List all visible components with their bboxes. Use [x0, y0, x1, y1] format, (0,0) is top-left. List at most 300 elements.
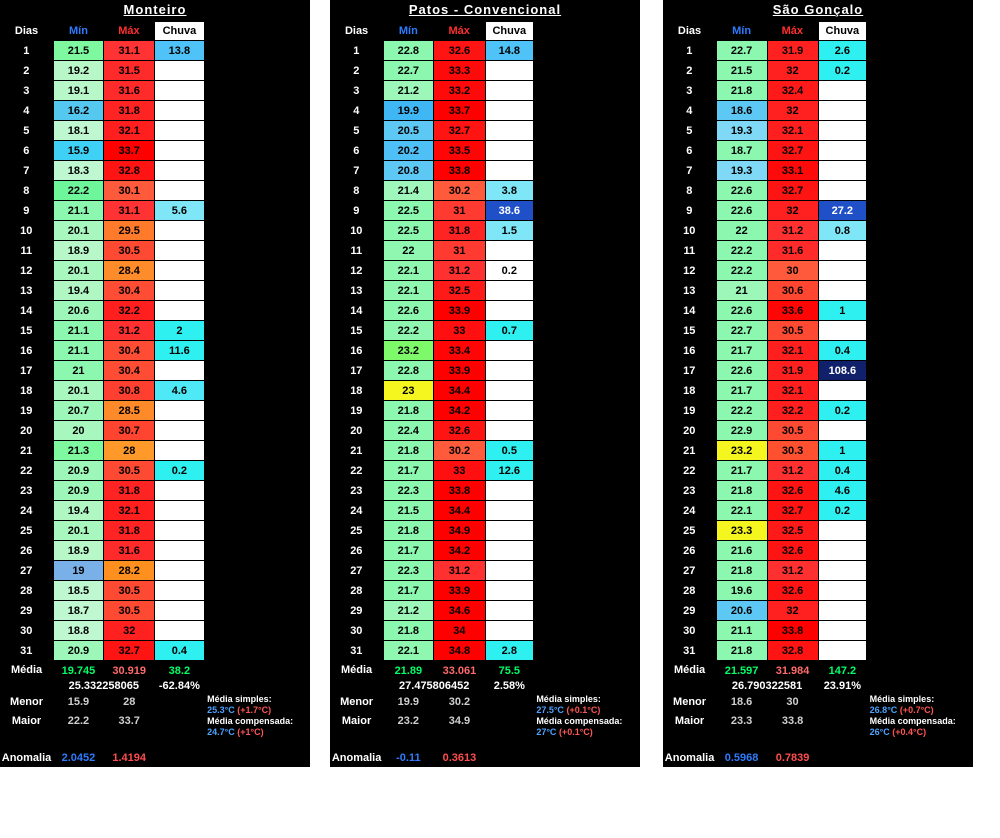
media-min: 19.745: [53, 661, 104, 681]
row-rain: 2.8: [485, 641, 533, 661]
header-dias: Dias: [0, 22, 53, 41]
row-day: 18: [330, 381, 383, 401]
spacer: [867, 201, 973, 221]
table-row: [663, 601, 973, 621]
spacer: [204, 261, 310, 281]
row-min: 20.7: [53, 401, 104, 421]
row-min: 20.9: [53, 461, 104, 481]
row-max: 33.7: [104, 141, 155, 161]
row-day: 13: [663, 281, 716, 301]
row-rain: [155, 481, 205, 501]
row-day: 26: [663, 541, 716, 561]
row-day: 9: [663, 201, 716, 221]
row-day: 26: [330, 541, 383, 561]
table-row: [0, 301, 310, 321]
table-row: [330, 521, 640, 541]
spacer: [818, 748, 867, 767]
spacer: [204, 441, 310, 461]
table-row: [663, 361, 973, 381]
table-row: [0, 361, 310, 381]
spacer: [204, 181, 310, 201]
row-max: 33.4: [434, 341, 486, 361]
row-min: 18.6: [716, 101, 767, 121]
row-day: 5: [330, 121, 383, 141]
spacer: [867, 661, 973, 681]
spacer: [204, 61, 310, 81]
spacer: [204, 221, 310, 241]
spacer: [485, 711, 533, 730]
row-rain: 0.5: [485, 441, 533, 461]
spacer: [867, 61, 973, 81]
table-row: [663, 281, 973, 301]
spacer: [867, 641, 973, 661]
row-rain: [485, 121, 533, 141]
header-dias: Dias: [330, 22, 383, 41]
table-row: [0, 481, 310, 501]
table-row: [663, 241, 973, 261]
table-row: [330, 381, 640, 401]
table-row: [663, 341, 973, 361]
header-min: Mín: [68, 24, 88, 37]
row-rain: 1.5: [485, 221, 533, 241]
row-max: 31: [434, 241, 486, 261]
table-row: [663, 261, 973, 281]
compensated-row: [0, 680, 310, 692]
row-min: 22.6: [716, 301, 767, 321]
spacer: [155, 711, 205, 730]
row-rain: [818, 601, 867, 621]
row-min: 23.2: [716, 441, 767, 461]
row-max: 33: [434, 461, 486, 481]
compensated-blank: [663, 680, 716, 692]
row-max: 33.5: [434, 141, 486, 161]
row-min: 20.8: [383, 161, 433, 181]
table-row: [0, 81, 310, 101]
menor-max: 28: [104, 692, 155, 711]
media-label: Média: [330, 661, 383, 681]
table-row: [663, 41, 973, 61]
row-min: 22.1: [383, 641, 433, 661]
row-min: 19: [53, 561, 104, 581]
spacer: [533, 201, 640, 221]
row-rain: [485, 81, 533, 101]
station-table: [0, 21, 310, 767]
row-max: 33.8: [434, 481, 486, 501]
row-day: 25: [663, 521, 716, 541]
spacer: [533, 541, 640, 561]
header-min: Mín: [398, 24, 418, 37]
spacer: [155, 748, 205, 767]
spacer: [867, 121, 973, 141]
row-min: 23.3: [716, 521, 767, 541]
row-day: 22: [330, 461, 383, 481]
row-max: 28: [104, 441, 155, 461]
spacer: [867, 301, 973, 321]
row-max: 32.1: [104, 501, 155, 521]
spacer: [533, 22, 640, 41]
station-table: [663, 21, 973, 767]
row-rain: [485, 401, 533, 421]
compensated-blank: [0, 680, 53, 692]
table-row: [0, 261, 310, 281]
row-rain: [818, 261, 867, 281]
row-max: 32.4: [767, 81, 818, 101]
row-max: 32.7: [767, 501, 818, 521]
row-min: 22.1: [716, 501, 767, 521]
row-rain: [485, 481, 533, 501]
anomalia-min: -0.11: [383, 748, 433, 767]
row-max: 30.5: [104, 461, 155, 481]
row-rain: [155, 541, 205, 561]
row-day: 7: [330, 161, 383, 181]
anomalia-min: 0.5968: [716, 748, 767, 767]
row-rain: 108.6: [818, 361, 867, 381]
row-rain: [818, 581, 867, 601]
spacer: [204, 341, 310, 361]
spacer: [204, 301, 310, 321]
row-max: 30.5: [104, 581, 155, 601]
row-min: 21.8: [383, 521, 433, 541]
row-day: 5: [663, 121, 716, 141]
row-rain: [485, 361, 533, 381]
row-rain: [155, 561, 205, 581]
table-row: [330, 501, 640, 521]
row-min: 21.2: [383, 81, 433, 101]
table-row: [663, 401, 973, 421]
table-row: [330, 141, 640, 161]
row-min: 22.7: [716, 41, 767, 61]
compensated-value: 26.790322581: [716, 680, 818, 692]
row-rain: 1: [818, 441, 867, 461]
spacer: [204, 101, 310, 121]
row-min: 21.5: [383, 501, 433, 521]
spacer: [533, 601, 640, 621]
table-row: [0, 441, 310, 461]
row-min: 21.8: [716, 481, 767, 501]
row-day: 18: [663, 381, 716, 401]
row-day: 30: [663, 621, 716, 641]
row-max: 31.9: [767, 41, 818, 61]
row-rain: [485, 241, 533, 261]
row-max: 31.2: [434, 261, 486, 281]
row-rain: [818, 621, 867, 641]
spacer: [204, 321, 310, 341]
table-row: [330, 81, 640, 101]
maior-label: Maior: [663, 711, 716, 730]
row-min: 19.3: [716, 121, 767, 141]
header-min: Mín: [732, 24, 752, 37]
row-rain: [485, 581, 533, 601]
row-rain: [485, 101, 533, 121]
row-max: 32.7: [104, 641, 155, 661]
table-row: [0, 561, 310, 581]
table-row: [330, 61, 640, 81]
spacer: [867, 541, 973, 561]
row-day: 15: [663, 321, 716, 341]
row-max: 30.7: [104, 421, 155, 441]
row-min: 20.1: [53, 261, 104, 281]
media-row: [330, 661, 640, 681]
row-max: 30: [767, 261, 818, 281]
row-min: 19.4: [53, 281, 104, 301]
row-max: 30.1: [104, 181, 155, 201]
row-rain: [818, 141, 867, 161]
row-day: 16: [330, 341, 383, 361]
table-row: [330, 261, 640, 281]
compensated-row: [330, 680, 640, 692]
row-min: 21.1: [716, 621, 767, 641]
table-row: [330, 201, 640, 221]
table-row: [0, 61, 310, 81]
row-max: 34.2: [434, 401, 486, 421]
row-min: 22.2: [53, 181, 104, 201]
row-rain: [485, 621, 533, 641]
spacer: [533, 121, 640, 141]
row-rain: [155, 441, 205, 461]
table-row: [663, 181, 973, 201]
header-chuva: Chuva: [485, 22, 533, 41]
row-rain: [485, 161, 533, 181]
row-day: 23: [0, 481, 53, 501]
spacer: [533, 680, 640, 692]
row-min: 21.1: [53, 201, 104, 221]
row-rain: [155, 581, 205, 601]
table-row: [330, 101, 640, 121]
spacer: [533, 321, 640, 341]
row-day: 23: [663, 481, 716, 501]
spacer: [533, 641, 640, 661]
row-rain: [485, 141, 533, 161]
row-rain: 2: [155, 321, 205, 341]
row-max: 33.9: [434, 581, 486, 601]
spacer: [533, 101, 640, 121]
row-day: 7: [0, 161, 53, 181]
spacer: [867, 441, 973, 461]
row-rain: [818, 241, 867, 261]
spacer: [867, 341, 973, 361]
table-row: [663, 641, 973, 661]
spacer: [533, 221, 640, 241]
station-panel-monteiro: [0, 0, 310, 767]
spacer: [867, 241, 973, 261]
row-rain: 11.6: [155, 341, 205, 361]
table-header-row: [663, 22, 973, 41]
spacer: [533, 401, 640, 421]
row-min: 22.2: [716, 401, 767, 421]
row-max: 30.4: [104, 341, 155, 361]
menor-max: 30.2: [434, 692, 486, 711]
anomalia-max: 0.7839: [767, 748, 818, 767]
table-row: [663, 101, 973, 121]
row-rain: [485, 561, 533, 581]
row-day: 4: [0, 101, 53, 121]
spacer: [867, 41, 973, 61]
spacer: [867, 621, 973, 641]
anomalia-label: Anomalia: [330, 748, 383, 767]
row-max: 32.5: [434, 281, 486, 301]
table-row: [663, 321, 973, 341]
row-max: 30.8: [104, 381, 155, 401]
row-min: 22.6: [383, 301, 433, 321]
spacer: [533, 381, 640, 401]
row-min: 19.6: [716, 581, 767, 601]
table-row: [0, 521, 310, 541]
row-max: 32.7: [767, 141, 818, 161]
table-row: [330, 401, 640, 421]
row-day: 29: [0, 601, 53, 621]
row-day: 3: [0, 81, 53, 101]
table-row: [330, 281, 640, 301]
row-rain: [818, 421, 867, 441]
spacer: [867, 521, 973, 541]
spacer: [204, 641, 310, 661]
table-row: [0, 41, 310, 61]
row-max: 32.1: [104, 121, 155, 141]
row-max: 32.1: [767, 341, 818, 361]
row-rain: 0.4: [818, 461, 867, 481]
row-min: 19.9: [383, 101, 433, 121]
row-max: 30.2: [434, 181, 486, 201]
row-min: 20.1: [53, 521, 104, 541]
table-row: [0, 581, 310, 601]
spacer: [533, 181, 640, 201]
row-max: 30.3: [767, 441, 818, 461]
table-row: [663, 121, 973, 141]
row-min: 21: [716, 281, 767, 301]
row-min: 21.3: [53, 441, 104, 461]
maior-min: 23.2: [383, 711, 433, 730]
row-rain: [818, 281, 867, 301]
row-min: 16.2: [53, 101, 104, 121]
row-max: 30.2: [434, 441, 486, 461]
row-day: 10: [330, 221, 383, 241]
table-row: [330, 621, 640, 641]
row-min: 18.7: [53, 601, 104, 621]
row-day: 2: [0, 61, 53, 81]
row-day: 28: [663, 581, 716, 601]
compensated-value: 27.475806452: [383, 680, 485, 692]
menor-row: [663, 692, 973, 711]
row-day: 30: [330, 621, 383, 641]
row-day: 20: [663, 421, 716, 441]
spacer: [204, 241, 310, 261]
menor-row: [0, 692, 310, 711]
table-row: [0, 461, 310, 481]
row-day: 6: [330, 141, 383, 161]
row-day: 6: [663, 141, 716, 161]
table-row: [0, 541, 310, 561]
row-rain: 14.8: [485, 41, 533, 61]
row-max: 31.2: [767, 461, 818, 481]
table-row: [0, 281, 310, 301]
table-row: [0, 241, 310, 261]
row-min: 18.7: [716, 141, 767, 161]
row-min: 21.7: [716, 341, 767, 361]
row-min: 20: [53, 421, 104, 441]
row-max: 33.9: [434, 301, 486, 321]
row-min: 21.4: [383, 181, 433, 201]
row-day: 12: [663, 261, 716, 281]
row-max: 32: [104, 621, 155, 641]
row-max: 31.9: [767, 361, 818, 381]
table-row: [330, 461, 640, 481]
row-max: 32.8: [767, 641, 818, 661]
spacer: [204, 141, 310, 161]
row-rain: [485, 301, 533, 321]
maior-label: Maior: [0, 711, 53, 730]
row-min: 22.6: [716, 361, 767, 381]
spacer: [533, 581, 640, 601]
row-max: 32.5: [767, 521, 818, 541]
row-min: 21.8: [383, 401, 433, 421]
row-rain: [818, 101, 867, 121]
spacer: [533, 421, 640, 441]
table-row: [0, 401, 310, 421]
row-rain: [155, 221, 205, 241]
row-rain: [818, 541, 867, 561]
row-min: 20.1: [53, 381, 104, 401]
row-day: 16: [663, 341, 716, 361]
media-rain: 38.2: [155, 661, 205, 681]
station-panel-sao-goncalo: [663, 0, 973, 767]
row-min: 22.2: [716, 241, 767, 261]
row-max: 32.6: [767, 581, 818, 601]
row-day: 22: [0, 461, 53, 481]
spacer: [204, 581, 310, 601]
row-min: 20.9: [53, 481, 104, 501]
row-max: 31.2: [767, 561, 818, 581]
row-max: 33.2: [434, 81, 486, 101]
row-day: 21: [663, 441, 716, 461]
station-title: São Gonçalo: [663, 0, 973, 21]
row-max: 34.4: [434, 501, 486, 521]
row-max: 30.5: [104, 241, 155, 261]
table-row: [330, 241, 640, 261]
row-rain: [485, 381, 533, 401]
spacer: [204, 121, 310, 141]
station-table: [330, 21, 640, 767]
row-rain: 0.2: [818, 501, 867, 521]
menor-label: Menor: [330, 692, 383, 711]
row-max: 32: [767, 101, 818, 121]
row-min: 18.8: [53, 621, 104, 641]
row-max: 34.6: [434, 601, 486, 621]
row-max: 32.7: [767, 181, 818, 201]
spacer: [533, 281, 640, 301]
spacer: [533, 341, 640, 361]
row-min: 21.5: [716, 61, 767, 81]
row-day: 14: [330, 301, 383, 321]
row-day: 25: [330, 521, 383, 541]
row-day: 25: [0, 521, 53, 541]
row-max: 32.2: [104, 301, 155, 321]
spacer: [867, 81, 973, 101]
row-min: 21.5: [53, 41, 104, 61]
row-max: 31.6: [767, 241, 818, 261]
menor-min: 18.6: [716, 692, 767, 711]
table-row: [330, 301, 640, 321]
row-day: 20: [330, 421, 383, 441]
spacer: [204, 561, 310, 581]
media-label: Média: [663, 661, 716, 681]
spacer: [533, 501, 640, 521]
header-max: Máx: [781, 24, 803, 37]
row-min: 21: [53, 361, 104, 381]
row-max: 32.1: [767, 121, 818, 141]
spacer: [533, 81, 640, 101]
summary-note: Média simples: 27.5°C (+0.1°C) Média compensada: 27°C (+0.1°C): [533, 692, 640, 767]
maior-min: 23.3: [716, 711, 767, 730]
